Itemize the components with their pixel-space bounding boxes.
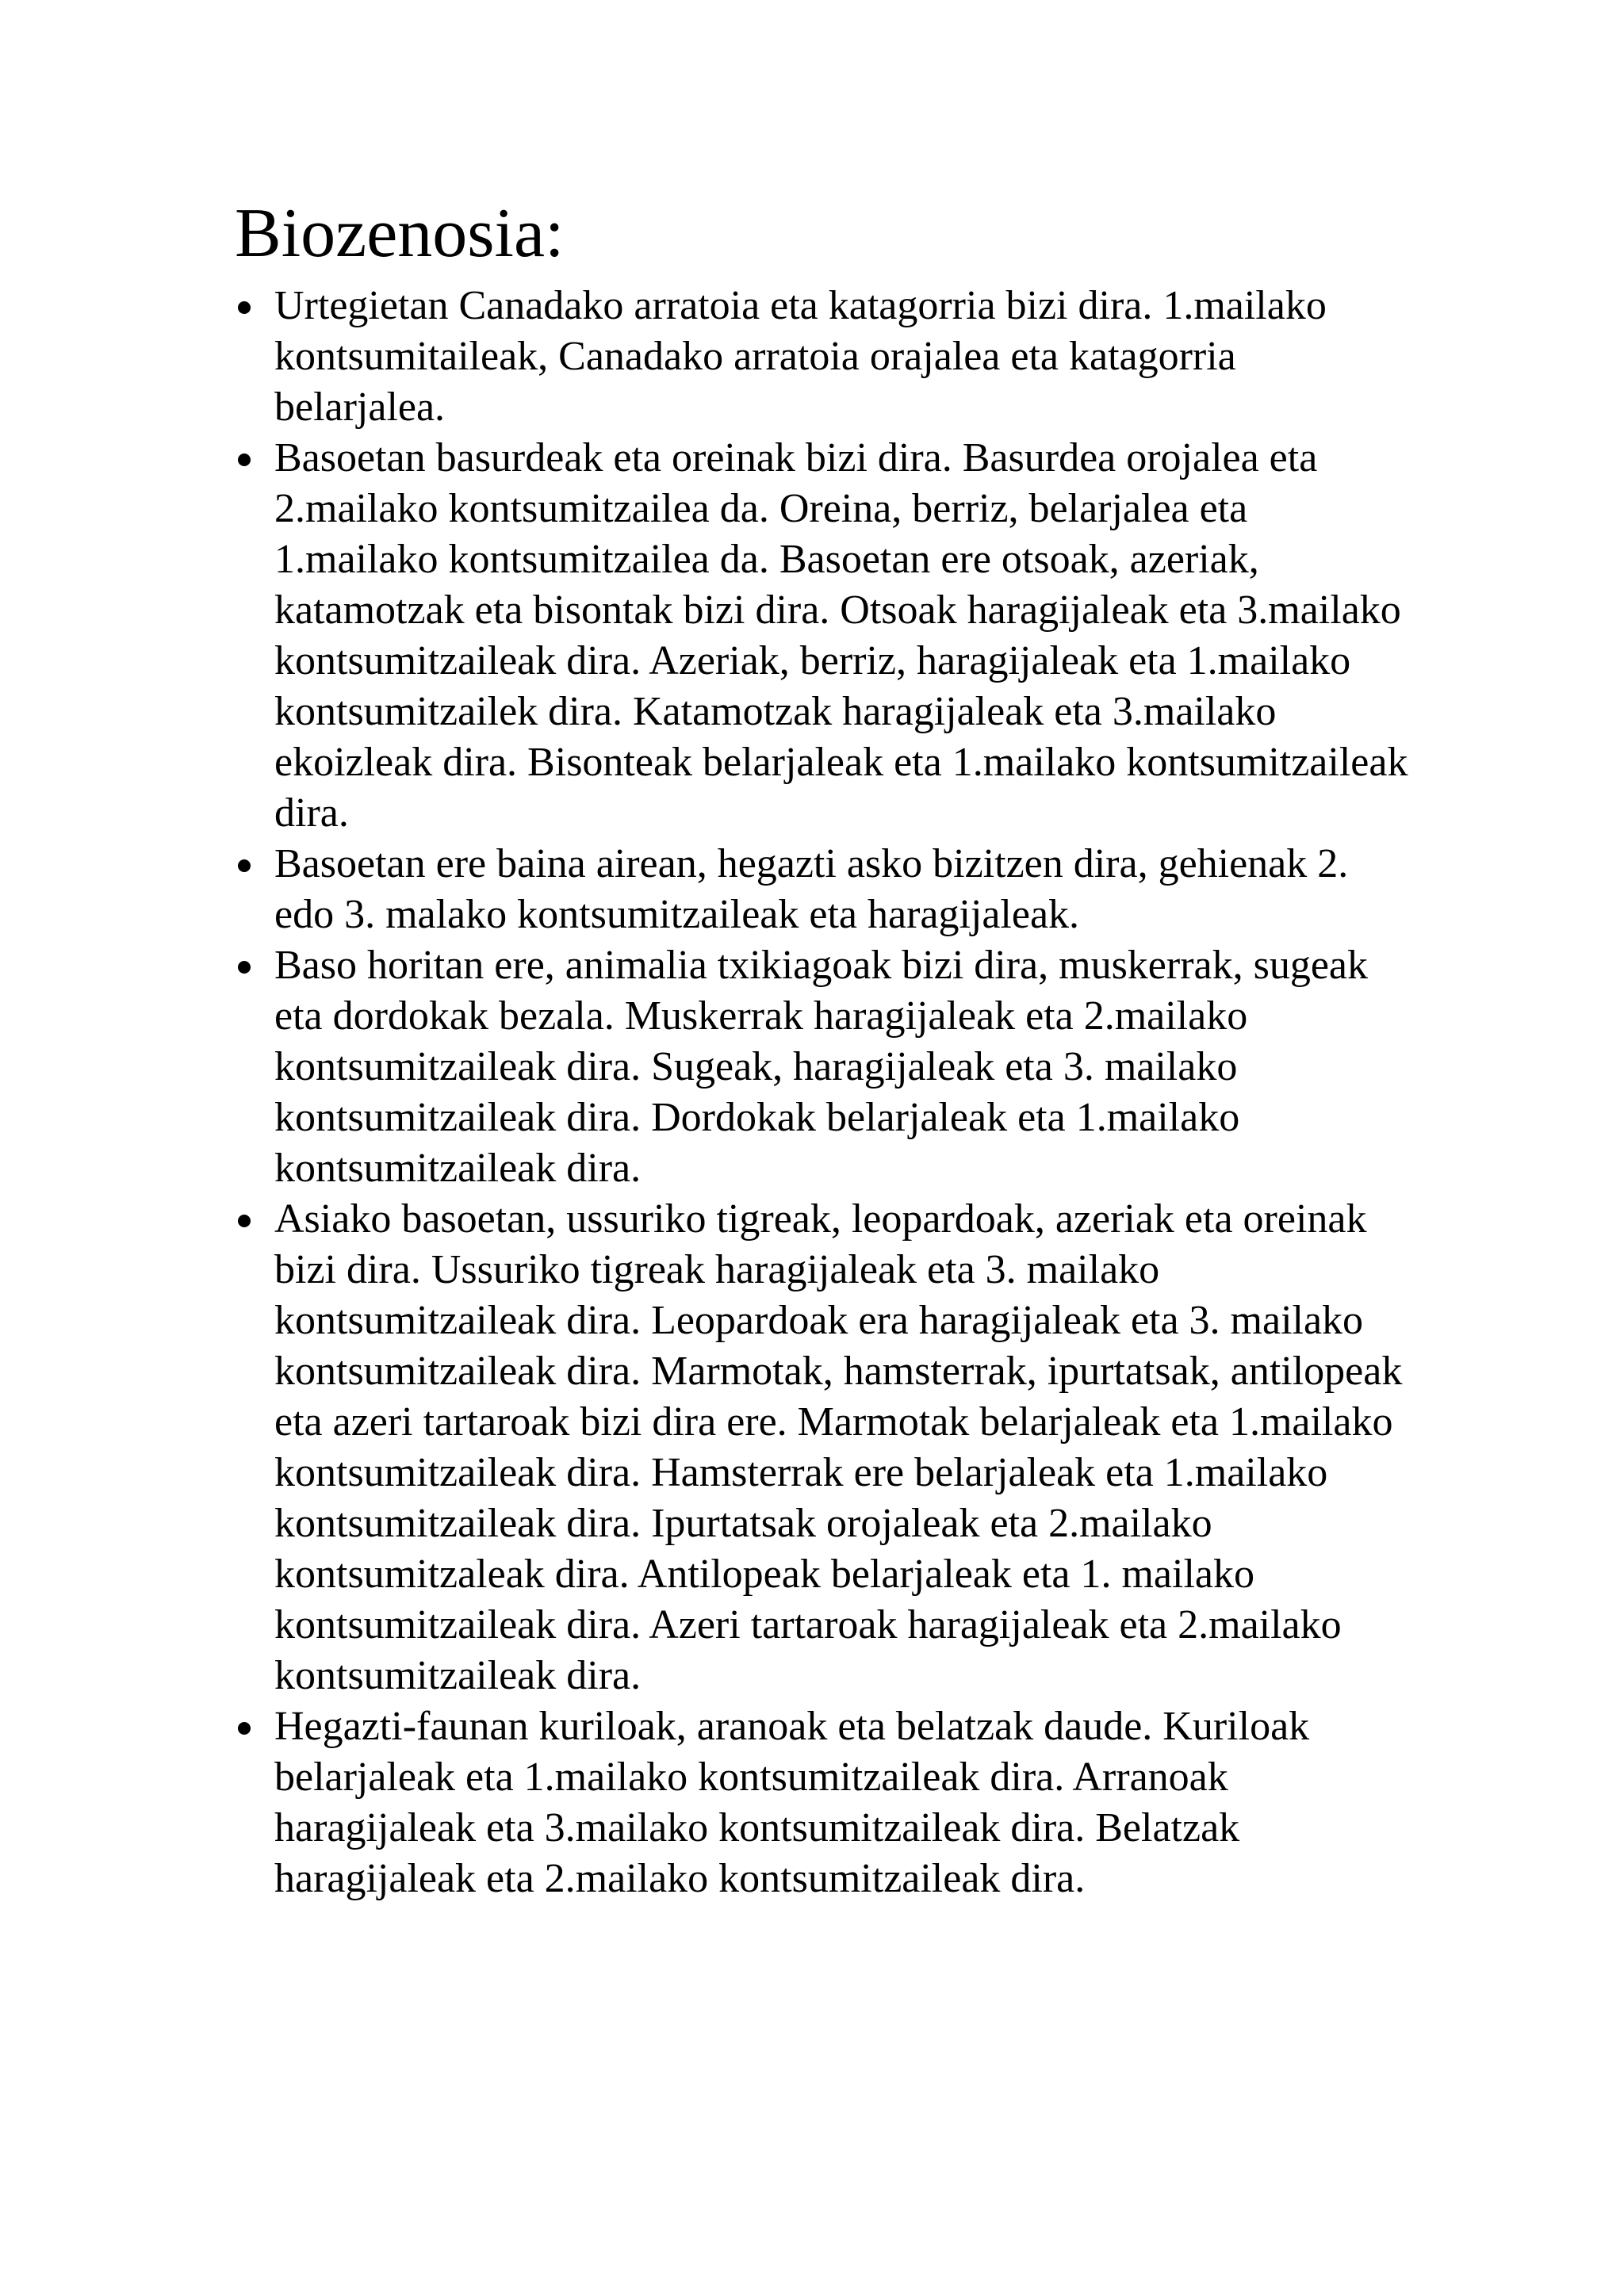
list-item <box>235 281 1408 433</box>
list-item <box>235 940 1408 1194</box>
bullet-icon <box>238 1215 251 1227</box>
list-item-text: Hegazti-faunan kuriloak, aranoak eta belatzak daude. Kuriloak belarjaleak eta 1.mailako kontsumitzaileak dira. Arranoak haragijaleak eta 3.mailako kontsumitzaileak dira. Belatzak haragijaleak eta 2.mailako kontsumitzaileak dira. <box>274 1704 1310 1901</box>
page-title: Biozenosia: <box>235 195 565 272</box>
bullet-list <box>235 281 1408 1904</box>
bullet-icon <box>238 1722 251 1735</box>
bullet-icon <box>238 301 251 314</box>
list-item-text: Asiako basoetan, ussuriko tigreak, leopardoak, azeriak eta oreinak bizi dira. Ussuriko tigreak haragijaleak eta 3. mailako kontsumitzaileak dira. Leopardoak era haragijaleak eta 3. mailako kontsumitzaileak dira. Marmotak, hamsterrak, ipurtatsak, antilopeak eta azeri tartaroak bizi dira ere. Marmotak belarjaleak eta 1.mailako kontsumitzaileak dira. Hamsterrak ere belarjaleak eta 1.mailako kontsumitzaileak dira. Ipurtatsak orojaleak eta 2.mailako kontsumitzaleak dira. Antilopeak belarjaleak eta 1. mailako kontsumitzaileak dira. Azeri tartaroak haragijaleak eta 2.mailako kontsumitzaileak dira. <box>274 1196 1403 1698</box>
bullet-icon <box>238 961 251 974</box>
list-item-text: Basoetan ere baina airean, hegazti asko bizitzen dira, gehienak 2. edo 3. malako kontsumitzaileak eta haragijaleak. <box>274 841 1349 937</box>
list-item-text: Baso horitan ere, animalia txikiagoak bizi dira, muskerrak, sugeak eta dordokak bezala. Muskerrak haragijaleak eta 2.mailako kontsumitzaileak dira. Sugeak, haragijaleak eta 3. mailako kontsumitzaileak dira. Dordokak belarjaleak eta 1.mailako kontsumitzaileak dira. <box>274 943 1368 1191</box>
list-item <box>235 1701 1408 1904</box>
document-content <box>235 190 1408 1904</box>
list-item-text: Urtegietan Canadako arratoia eta katagorria bizi dira. 1.mailako kontsumitaileak, Canadako arratoia orajalea eta katagorria belarjalea. <box>274 283 1327 430</box>
bullet-icon <box>238 859 251 872</box>
list-item <box>235 433 1408 839</box>
list-item <box>235 1194 1408 1701</box>
list-item <box>235 839 1408 940</box>
list-item-text: Basoetan basurdeak eta oreinak bizi dira. Basurdea orojalea eta 2.mailako kontsumitzailea da. Oreina, berriz, belarjalea eta 1.mailako kontsumitzailea da. Basoetan ere otsoak, azeriak, katamotzak eta bisontak bizi dira. Otsoak haragijaleak eta 3.mailako kontsumitzaileak dira. Azeriak, berriz, haragijaleak eta 1.mailako kontsumitzailek dira. Katamotzak haragijaleak eta 3.mailako ekoizleak dira. Bisonteak belarjaleak eta 1.mailako kontsumitzaileak dira. <box>274 435 1408 836</box>
bullet-icon <box>238 453 251 466</box>
